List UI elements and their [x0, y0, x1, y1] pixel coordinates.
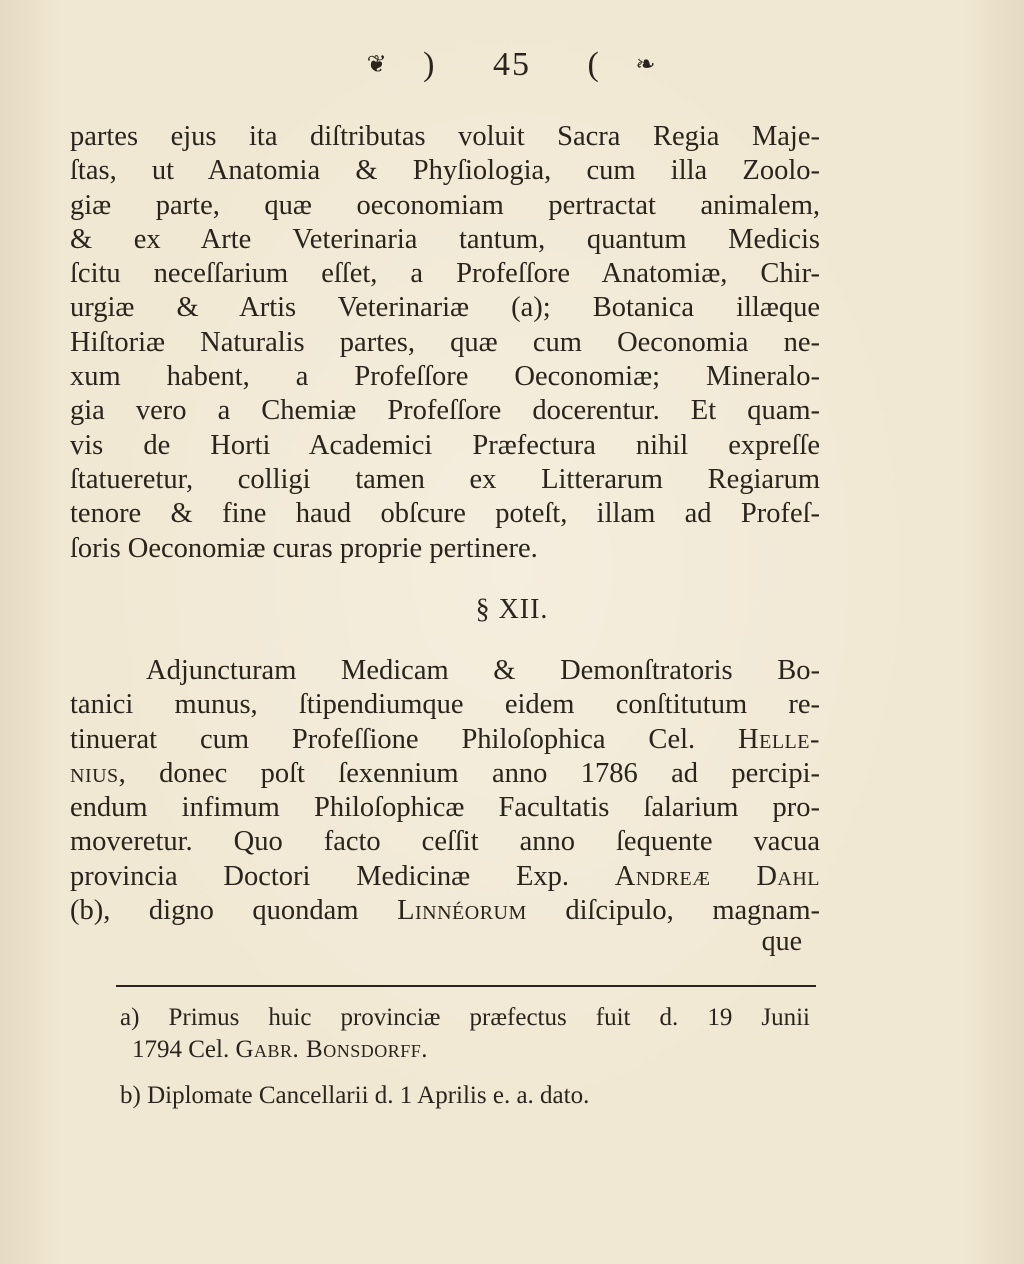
text-line — [70, 894, 820, 928]
section-heading: § XII. — [475, 594, 549, 625]
person-name: Helle- — [738, 723, 820, 755]
text-line: Hiſtoriæ Naturalis partes, quæ cum Oeconomia ne- — [70, 326, 820, 358]
text-fragment: provincia Doctori Medicinæ Exp. — [70, 860, 569, 892]
text-line: ſoris Oeconomiæ curas proprie pertinere. — [70, 532, 538, 564]
text-line: partes ejus ita diſtributas voluit Sacra Regia Maje- — [70, 121, 820, 152]
fleuron-left-icon: ❦ — [366, 52, 389, 78]
text-line — [70, 860, 820, 894]
paragraph-1 — [70, 120, 820, 566]
text-line: tenore & fine haud obſcure poteſt, illam ad Profeſ- — [70, 498, 820, 530]
person-name: Dahl — [756, 860, 821, 892]
person-name: Gabr. Bonsdorff. — [235, 1036, 428, 1063]
text-line: ſtas, ut Anatomia & Phyſiologia, cum illa Zoolo- — [70, 155, 820, 187]
text-line: urgiæ & Artis Veterinariæ (a); Botanica illæque — [70, 292, 820, 324]
text-line: vis de Horti Academici Præfectura nihil expreſſe — [70, 429, 820, 461]
text-line: giæ parte, quæ oeconomiam pertractat animalem, — [70, 189, 820, 221]
person-name: Linnéorum — [397, 895, 527, 927]
person-name: Andreæ — [614, 860, 711, 892]
footnote-line — [120, 1002, 810, 1034]
page-number: 45 — [493, 46, 531, 83]
footnote-line — [120, 1034, 810, 1066]
footnote-text: Primus huic provinciæ præfectus fuit d. 19 Junii — [168, 1004, 810, 1031]
text-fragment: diſcipulo, magnam- — [565, 895, 820, 927]
running-head — [0, 46, 1024, 84]
footnotes — [120, 1002, 810, 1126]
footnote-rule — [116, 985, 816, 987]
text-line: Adjuncturam Medicam & Demonſtratoris Bo- — [146, 655, 820, 686]
text-fragment: tinuerat cum Profeſſione Philoſophica Cel. — [70, 723, 696, 755]
footnote-label: b) — [120, 1082, 141, 1109]
footnote-text: Diplomate Cancellarii d. 1 Aprilis e. a. dato. — [147, 1082, 590, 1109]
text-fragment: (b), digno quondam — [70, 895, 359, 927]
header-paren-right: ( — [587, 46, 601, 83]
text-line: & ex Arte Veterinaria tantum, quantum Medicis — [70, 223, 820, 255]
text-line: ſtatueretur, colligi tamen ex Litterarum Regiarum — [70, 463, 820, 495]
text-line: ſcitu neceſſarium eſſet, a Profeſſore Anatomiæ, Chir- — [70, 258, 820, 290]
text-line — [70, 757, 820, 791]
footnote-text: 1794 Cel. — [132, 1036, 230, 1063]
person-name: nius — [70, 757, 119, 789]
footnote-b — [120, 1080, 810, 1112]
text-line: moveretur. Quo facto ceſſit anno ſequente vacua — [70, 826, 820, 858]
paragraph-2 — [70, 654, 820, 928]
catchword: que — [761, 926, 802, 957]
text-line: endum infimum Philoſophicæ Facultatis ſalarium pro- — [70, 792, 820, 824]
footnote-line — [120, 1080, 810, 1112]
text-fragment: , donec poſt ſexennium anno 1786 ad percipi- — [118, 757, 820, 789]
text-line: tanici munus, ſtipendiumque eidem conſtitutum re- — [70, 689, 820, 721]
footnote-a — [120, 1002, 810, 1066]
text-line: xum habent, a Profeſſore Oeconomiæ; Mineralo- — [70, 361, 820, 393]
fleuron-right-icon: ❧ — [635, 52, 658, 78]
text-line: gia vero a Chemiæ Profeſſore docerentur. Et quam- — [70, 395, 820, 427]
header-paren-left: ) — [423, 46, 437, 83]
text-line — [70, 723, 820, 757]
footnote-label: a) — [120, 1004, 140, 1031]
